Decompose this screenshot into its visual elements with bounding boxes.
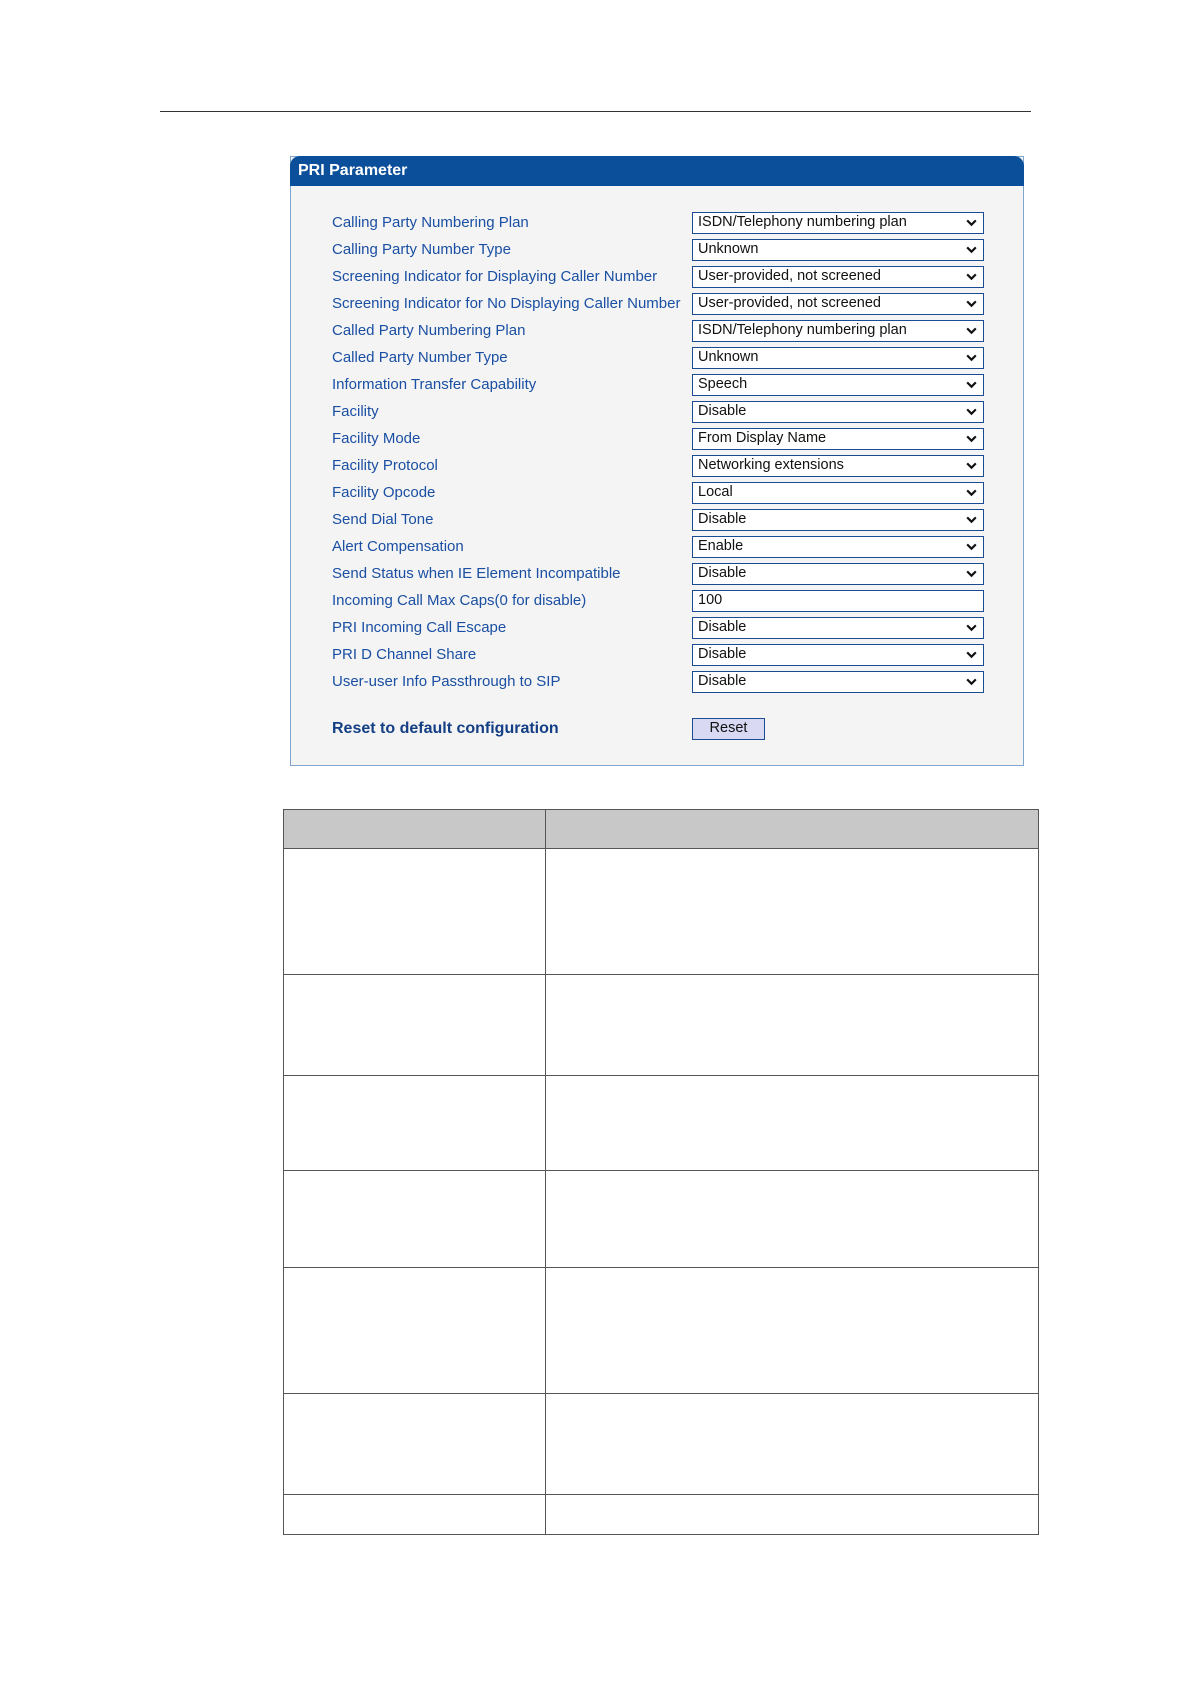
chevron-down-icon[interactable] [965, 459, 978, 472]
parameter-row [291, 562, 1023, 589]
parameter-label: Calling Party Number Type [332, 241, 511, 258]
chevron-down-icon[interactable] [965, 648, 978, 661]
input-value: 100 [698, 592, 723, 608]
reset-config-label: Reset to default configuration [332, 720, 559, 737]
table-cell [284, 849, 546, 975]
parameter-label: Incoming Call Max Caps(0 for disable) [332, 592, 587, 609]
page-header-rule [160, 111, 1031, 112]
select-value: Networking extensions [698, 457, 844, 473]
table-row [284, 1076, 1039, 1171]
parameter-row [291, 346, 1023, 373]
parameter-select[interactable] [692, 482, 984, 504]
chevron-down-icon[interactable] [965, 297, 978, 310]
chevron-down-icon[interactable] [965, 513, 978, 526]
table-cell [546, 1394, 1039, 1495]
parameter-row [291, 265, 1023, 292]
select-value: ISDN/Telephony numbering plan [698, 214, 907, 230]
table-row [284, 849, 1039, 975]
chevron-down-icon[interactable] [965, 243, 978, 256]
parameter-row [291, 373, 1023, 400]
parameter-description-table [283, 809, 1039, 1535]
select-value: Disable [698, 565, 747, 581]
select-value: User-provided, not screened [698, 268, 881, 284]
pri-parameter-panel [290, 156, 1024, 766]
table-cell [284, 975, 546, 1076]
select-value: Disable [698, 673, 747, 689]
table-row [284, 1171, 1039, 1268]
chevron-down-icon[interactable] [965, 675, 978, 688]
parameter-row [291, 211, 1023, 238]
parameter-select[interactable] [692, 563, 984, 585]
parameter-row [291, 238, 1023, 265]
parameter-row [291, 616, 1023, 643]
parameter-row [291, 589, 1023, 616]
select-value: Disable [698, 619, 747, 635]
chevron-down-icon[interactable] [965, 324, 978, 337]
parameter-label: User-user Info Passthrough to SIP [332, 673, 561, 690]
parameter-select[interactable] [692, 293, 984, 315]
select-value: ISDN/Telephony numbering plan [698, 322, 907, 338]
table-row [284, 1495, 1039, 1535]
parameter-select[interactable] [692, 239, 984, 261]
select-value: Unknown [698, 349, 759, 365]
parameter-label: Called Party Number Type [332, 349, 508, 366]
chevron-down-icon[interactable] [965, 378, 978, 391]
select-value: Unknown [698, 241, 759, 257]
parameter-select[interactable] [692, 347, 984, 369]
select-value: Enable [698, 538, 744, 554]
parameter-label: Facility [332, 403, 379, 420]
parameter-row [291, 400, 1023, 427]
select-value: Disable [698, 646, 747, 662]
chevron-down-icon[interactable] [965, 540, 978, 553]
chevron-down-icon[interactable] [965, 621, 978, 634]
parameter-row [291, 643, 1023, 670]
table-header-row [284, 810, 1039, 849]
parameter-select[interactable] [692, 374, 984, 396]
select-value: From Display Name [698, 430, 827, 446]
parameter-label: Facility Protocol [332, 457, 438, 474]
parameter-select[interactable] [692, 212, 984, 234]
select-value: User-provided, not screened [698, 295, 881, 311]
parameter-select[interactable] [692, 644, 984, 666]
parameter-row [291, 454, 1023, 481]
select-value: Local [698, 484, 733, 500]
select-value: Disable [698, 403, 747, 419]
table-cell [284, 1268, 546, 1394]
parameter-select[interactable] [692, 617, 984, 639]
table-cell [546, 1268, 1039, 1394]
chevron-down-icon[interactable] [965, 405, 978, 418]
parameter-row [291, 670, 1023, 697]
parameter-row [291, 481, 1023, 508]
parameter-row [291, 319, 1023, 346]
parameter-select[interactable] [692, 536, 984, 558]
table-cell [546, 1171, 1039, 1268]
parameter-label: Facility Mode [332, 430, 421, 447]
parameter-select[interactable] [692, 266, 984, 288]
parameter-input[interactable] [692, 590, 984, 612]
parameter-label: PRI Incoming Call Escape [332, 619, 507, 636]
chevron-down-icon[interactable] [965, 432, 978, 445]
parameter-label: PRI D Channel Share [332, 646, 477, 663]
parameter-label: Information Transfer Capability [332, 376, 537, 393]
table-header-cell [546, 810, 1039, 849]
parameter-select[interactable] [692, 320, 984, 342]
table-cell [284, 1171, 546, 1268]
chevron-down-icon[interactable] [965, 486, 978, 499]
parameter-label: Screening Indicator for Displaying Caller Number [332, 268, 658, 285]
parameter-select[interactable] [692, 509, 984, 531]
table-cell [546, 975, 1039, 1076]
chevron-down-icon[interactable] [965, 567, 978, 580]
parameter-label: Send Dial Tone [332, 511, 434, 528]
parameter-label: Send Status when IE Element Incompatible [332, 565, 621, 582]
table-row [284, 1268, 1039, 1394]
table-cell [546, 1076, 1039, 1171]
table-header-cell [284, 810, 546, 849]
parameter-select[interactable] [692, 401, 984, 423]
table-row [284, 975, 1039, 1076]
table-cell [284, 1495, 546, 1535]
parameter-select[interactable] [692, 455, 984, 477]
parameter-row [291, 535, 1023, 562]
parameter-label: Alert Compensation [332, 538, 464, 555]
parameter-label: Facility Opcode [332, 484, 436, 501]
select-value: Disable [698, 511, 747, 527]
table-cell [284, 1394, 546, 1495]
chevron-down-icon[interactable] [965, 216, 978, 229]
reset-button[interactable]: Reset [692, 718, 765, 740]
chevron-down-icon[interactable] [965, 351, 978, 364]
chevron-down-icon[interactable] [965, 270, 978, 283]
parameter-row [291, 292, 1023, 319]
parameter-row [291, 508, 1023, 535]
select-value: Speech [698, 376, 748, 392]
table-row [284, 1394, 1039, 1495]
parameter-label: Calling Party Numbering Plan [332, 214, 529, 231]
table-cell [284, 1076, 546, 1171]
table-cell [546, 1495, 1039, 1535]
table-cell [546, 849, 1039, 975]
parameter-label: Screening Indicator for No Displaying Caller Number [332, 295, 681, 312]
parameter-select[interactable] [692, 428, 984, 450]
parameter-row [291, 427, 1023, 454]
panel-title: PRI Parameter [290, 156, 1024, 186]
parameter-label: Called Party Numbering Plan [332, 322, 526, 339]
parameter-select[interactable] [692, 671, 984, 693]
